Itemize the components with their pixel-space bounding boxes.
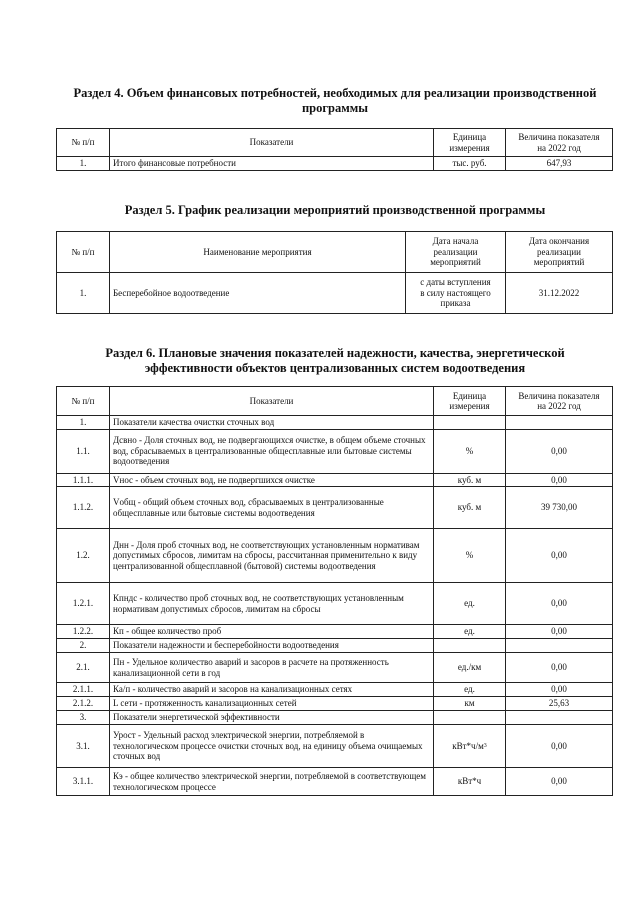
row-text: Показатели надежности и бесперебойности водоотведения	[110, 639, 434, 653]
section4-title	[60, 86, 610, 116]
section5-title: Раздел 5. График реализации мероприятий производственной программы	[124, 203, 546, 217]
header-end: Дата окончания реализации мероприятий	[506, 232, 613, 273]
table-row	[57, 583, 613, 625]
row-text: Днн - Доля проб сточных вод, не соответствующих установленным нормативам допустимых сбросов, лимитам на сбросы, рассчитанная применительно к виду централизованной общесплавной (бытовой) системы водоотведения	[110, 529, 434, 583]
row-num: 1.1.	[57, 429, 110, 473]
row-value: 39 730,00	[506, 487, 613, 529]
row-num: 3.1.	[57, 725, 110, 768]
row-num: 1.2.2.	[57, 625, 110, 639]
header-event: Наименование мероприятия	[110, 232, 406, 273]
row-indicator: Итого финансовые потребности	[110, 157, 434, 171]
row-num: 1.	[57, 416, 110, 430]
row-value: 0,00	[506, 625, 613, 639]
header-indicator: Показатели	[110, 387, 434, 416]
row-text: Кп - общее количество проб	[110, 625, 434, 639]
row-num: 1.2.	[57, 529, 110, 583]
row-value: 0,00	[506, 529, 613, 583]
row-unit: %	[434, 529, 506, 583]
row-num: 2.1.	[57, 653, 110, 683]
row-text: Показатели качества очистки сточных вод	[110, 416, 434, 430]
row-value: 0,00	[506, 473, 613, 487]
row-unit: ед./км	[434, 653, 506, 683]
row-text: Кпндс - количество проб сточных вод, не соответствующих установленным нормативам допустимых сбросов, лимитам на сбросы	[110, 583, 434, 625]
row-text: Vнос - объем сточных вод, не подвергшихся очистке	[110, 473, 434, 487]
section6-title	[60, 346, 610, 376]
row-unit: %	[434, 429, 506, 473]
row-text: Vобщ - общий объем сточных вод, сбрасываемых в централизованные общесплавные или бытовые системы водоотведения	[110, 487, 434, 529]
financial-needs-table	[56, 128, 613, 171]
row-unit	[434, 711, 506, 725]
row-text: Показатели энергетической эффективности	[110, 711, 434, 725]
row-value	[506, 416, 613, 430]
section4-title-line2: программы	[301, 101, 369, 115]
row-num: 1.	[57, 273, 110, 314]
table-row	[57, 473, 613, 487]
row-num: 3.	[57, 711, 110, 725]
row-unit: км	[434, 697, 506, 711]
row-value	[506, 639, 613, 653]
table-row	[57, 697, 613, 711]
row-value	[506, 711, 613, 725]
section4-title-line1: Раздел 4. Объем финансовых потребностей, необходимых для реализации производственной	[73, 86, 597, 100]
row-num: 1.	[57, 157, 110, 171]
row-unit: $кВт*ч/м^3$	[434, 725, 506, 768]
row-unit: тыс. руб.	[434, 157, 506, 171]
row-value: 647,93	[506, 157, 613, 171]
table-row	[57, 639, 613, 653]
row-event: Бесперебойное водоотведение	[110, 273, 406, 314]
row-unit: куб. м	[434, 487, 506, 529]
header-unit: Единица измерения	[434, 387, 506, 416]
row-text: Дсвно - Доля сточных вод, не подвергающихся очистке, в общем объеме сточных вод, сбрасываемых в централизованные общесплавные или бытовые системы водоотведения	[110, 429, 434, 473]
header-indicator: Показатели	[110, 129, 434, 157]
row-num: 3.1.1.	[57, 768, 110, 796]
row-value: 25,63	[506, 697, 613, 711]
header-num: № п/п	[57, 387, 110, 416]
table-row	[57, 653, 613, 683]
row-num: 2.1.1.	[57, 683, 110, 697]
table-row	[57, 529, 613, 583]
header-unit: Единица измерения	[434, 129, 506, 157]
schedule-table	[56, 231, 613, 314]
table-row	[57, 711, 613, 725]
header-start: Дата начала реализации мероприятий	[406, 232, 506, 273]
header-value: Величина показателя на 2022 год	[506, 129, 613, 157]
row-text: Урост - Удельный расход электрической энергии, потребляемой в технологическом процессе очистки сточных вод, на единицу объема очищаемых сточных вод	[110, 725, 434, 768]
table-row	[57, 725, 613, 768]
row-unit	[434, 416, 506, 430]
table-row	[57, 273, 613, 314]
row-num: 1.1.1.	[57, 473, 110, 487]
header-num: № п/п	[57, 129, 110, 157]
header-value: Величина показателя на 2022 год	[506, 387, 613, 416]
row-unit: кВт*ч	[434, 768, 506, 796]
row-value: 0,00	[506, 768, 613, 796]
row-unit: куб. м	[434, 473, 506, 487]
row-text: Кэ - общее количество электрической энергии, потребляемой в соответствующем технологическом процессе	[110, 768, 434, 796]
table-row	[57, 416, 613, 430]
table-row	[57, 429, 613, 473]
row-end: 31.12.2022	[506, 273, 613, 314]
section6-title-line1: Раздел 6. Плановые значения показателей надежности, качества, энергетической	[105, 346, 565, 360]
header-num: № п/п	[57, 232, 110, 273]
row-value: 0,00	[506, 683, 613, 697]
row-num: 2.1.2.	[57, 697, 110, 711]
indicators-table	[56, 386, 613, 796]
row-num: 1.2.1.	[57, 583, 110, 625]
row-num: 2.	[57, 639, 110, 653]
row-text: L сети - протяженность канализационных сетей	[110, 697, 434, 711]
row-text: Ка/п - количество аварий и засоров на канализационных сетях	[110, 683, 434, 697]
row-value: 0,00	[506, 429, 613, 473]
row-value: 0,00	[506, 653, 613, 683]
row-start: с даты вступления в силу настоящего приказа	[406, 273, 506, 314]
table-row	[57, 625, 613, 639]
section6-title-line2: эффективности объектов централизованных систем водоотведения	[144, 361, 526, 375]
table-row	[57, 487, 613, 529]
row-value: 0,00	[506, 583, 613, 625]
table-row	[57, 683, 613, 697]
row-unit	[434, 639, 506, 653]
table-row	[57, 157, 613, 171]
row-unit: ед.	[434, 625, 506, 639]
row-unit: ед.	[434, 583, 506, 625]
row-text: Пн - Удельное количество аварий и засоров в расчете на протяженность канализационной сети в год	[110, 653, 434, 683]
row-num: 1.1.2.	[57, 487, 110, 529]
row-value: 0,00	[506, 725, 613, 768]
row-unit: ед.	[434, 683, 506, 697]
table-row	[57, 768, 613, 796]
